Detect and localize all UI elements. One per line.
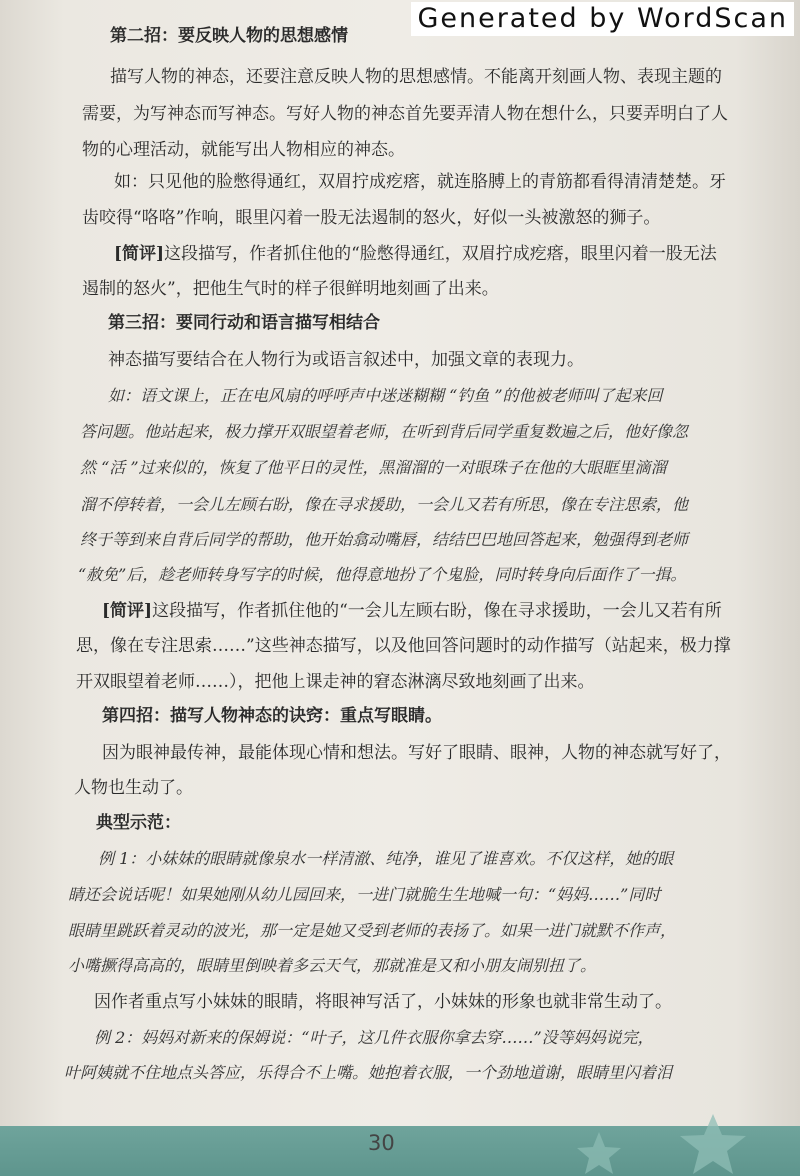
example-line: 齿咬得“咯咯”作响，眼里闪着一股无法遏制的怒火，好似一头被激怒的狮子。 xyxy=(82,208,661,228)
heading-section-4: 第四招：描写人物神态的诀窍：重点写眼睛。 xyxy=(102,706,442,726)
example-line: 小嘴撅得高高的，眼睛里倒映着多云天气，那就准是又和小朋友闹别扭了。 xyxy=(68,956,597,975)
heading-examples: 典型示范： xyxy=(96,813,181,833)
comment-text: 这段描写，作者抓住他的“一会儿左顾右盼，像在寻求援助，一会儿又若有所 xyxy=(152,601,722,621)
example-line: 溜不停转着，一会儿左顾右盼，像在寻求援助，一会儿又若有所思，像在专注思索，他 xyxy=(80,495,689,514)
example-line: 睛还会说话呢！如果她刚从幼儿园回来，一进门就脆生生地喊一句：“妈妈……”同时 xyxy=(68,885,661,904)
paragraph-line: 物的心理活动，就能写出人物相应的神态。 xyxy=(82,140,405,160)
comment-line xyxy=(102,599,722,623)
paragraph-line: 神态描写要结合在人物行为或语言叙述中，加强文章的表现力。 xyxy=(108,350,584,370)
heading-section-3: 第三招：要同行动和语言描写相结合 xyxy=(108,313,380,333)
star-icon xyxy=(676,1112,750,1176)
example-line: “赦免”后，趁老师转身写字的时候，他得意地扮了个鬼脸，同时转身向后面作了一揖。 xyxy=(78,565,687,584)
paragraph-line: 描写人物的神态，还要注意反映人物的思想感情。不能离开刻画人物、表现主题的 xyxy=(110,67,722,87)
paragraph-line: 因作者重点写小妹妹的眼睛，将眼神写活了，小妹妹的形象也就非常生动了。 xyxy=(94,992,672,1012)
paragraph-line: 需要，为写神态而写神态。写好人物的神态首先要弄清人物在想什么，只要弄明白了人 xyxy=(82,104,728,124)
example-line: 如：只见他的脸憋得通红，双眉拧成疙瘩，就连胳膊上的青筋都看得清清楚楚。牙 xyxy=(114,172,726,192)
example-line: 如：语文课上，正在电风扇的呼呼声中迷迷糊糊 “钓鱼 ”的他被老师叫了起来回 xyxy=(108,386,663,405)
comment-tag: [简评] xyxy=(102,601,153,621)
example-line: 然 “活 ”过来似的，恢复了他平日的灵性，黑溜溜的一对眼珠子在他的大眼眶里滴溜 xyxy=(80,458,667,477)
comment-text: 这段描写，作者抓住他的“脸憋得通红，双眉拧成疙瘩，眼里闪着一股无法 xyxy=(164,244,717,264)
example-line: 答问题。他站起来，极力撑开双眼望着老师，在听到背后同学重复数遍之后，他好像忽 xyxy=(80,422,689,441)
example-line: 例 2：妈妈对新来的保姆说：“叶子，这几件衣服你拿去穿……”没等妈妈说完， xyxy=(94,1028,654,1047)
example-line: 眼睛里跳跃着灵动的波光，那一定是她又受到老师的表扬了。如果一进门就默不作声， xyxy=(68,921,677,940)
example-line: 例 1：小妹妹的眼睛就像泉水一样清澈、纯净，谁见了谁喜欢。不仅这样，她的眼 xyxy=(98,849,674,868)
comment-line xyxy=(114,242,717,266)
paragraph-line: 因为眼神最传神，最能体现心情和想法。写好了眼睛、眼神，人物的神态就写好了， xyxy=(102,743,731,763)
comment-line: 遏制的怒火”，把他生气时的样子很鲜明地刻画了出来。 xyxy=(82,279,499,299)
comment-tag: [简评] xyxy=(114,244,165,264)
paragraph-line: 人物也生动了。 xyxy=(74,778,193,798)
page-number: 30 xyxy=(368,1131,395,1155)
star-icon xyxy=(574,1130,624,1176)
example-line: 终于等到来自背后同学的帮助，他开始翕动嘴唇，结结巴巴地回答起来，勉强得到老师 xyxy=(80,530,689,549)
comment-line: 思，像在专注思索……”这些神态描写，以及他回答问题时的动作描写（站起来，极力撑 xyxy=(76,636,731,656)
heading-section-2: 第二招：要反映人物的思想感情 xyxy=(110,26,348,46)
watermark: Generated by WordScan xyxy=(411,2,794,36)
example-line: 叶阿姨就不住地点头答应，乐得合不上嘴。她抱着衣服，一个劲地道谢，眼睛里闪着泪 xyxy=(64,1063,673,1082)
comment-line: 开双眼望着老师……），把他上课走神的窘态淋漓尽致地刻画了出来。 xyxy=(76,672,595,692)
